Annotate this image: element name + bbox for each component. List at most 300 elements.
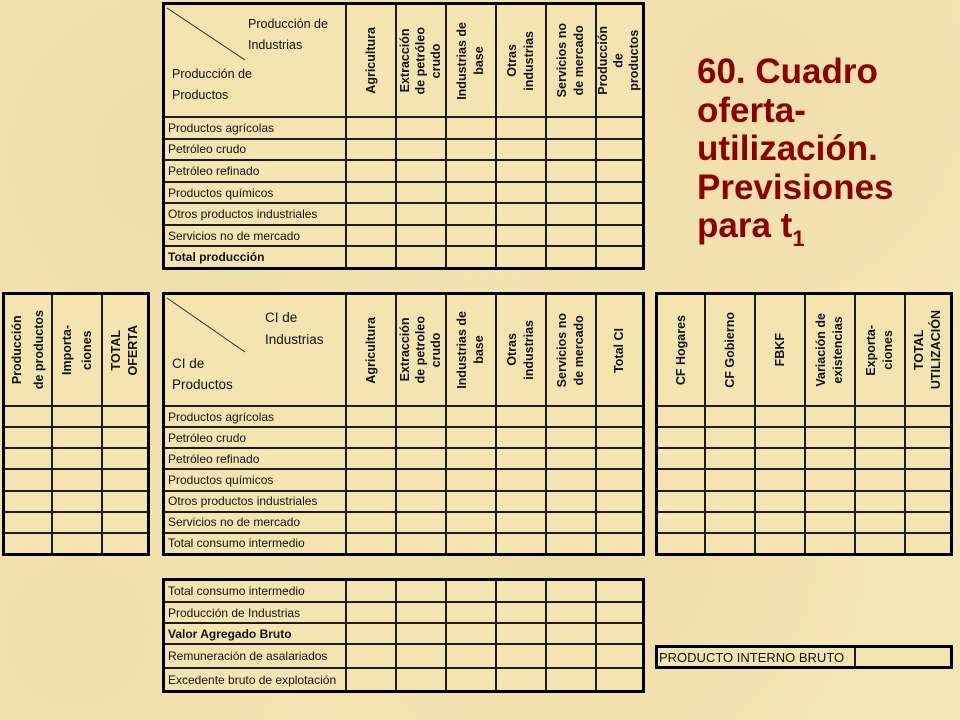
header-line: CF Gobierno	[722, 312, 737, 388]
value-cell	[347, 183, 395, 203]
value-cell	[658, 513, 704, 532]
value-cell	[103, 534, 147, 553]
row-label-remuneracion-de-asalariados: Remuneración de asalariados	[165, 645, 345, 667]
row-label-petroleo-refinado: Petróleo refinado	[165, 161, 345, 181]
value-cell	[397, 492, 445, 511]
column-header-total-oferta	[103, 295, 147, 405]
table-row	[5, 449, 147, 468]
header-line: de mercado	[572, 25, 586, 96]
column-header-text	[813, 313, 847, 387]
value-cell	[497, 645, 545, 667]
value-cell	[597, 428, 642, 447]
header-line: Servicios no	[555, 23, 569, 98]
value-cell	[597, 204, 642, 224]
column-header-produccion-de-productos	[5, 295, 51, 405]
value-cell	[906, 407, 950, 426]
value-cell	[497, 204, 545, 224]
value-cell	[547, 534, 595, 553]
value-cell	[347, 624, 395, 643]
value-cell	[397, 428, 445, 447]
title-line: utilización.	[697, 129, 878, 168]
header-line: Otras	[505, 333, 519, 367]
value-cell	[497, 428, 545, 447]
row-label-excedente-bruto-de-explotacion: Excedente bruto de explotación	[165, 669, 345, 690]
value-cell	[597, 161, 642, 181]
value-cell	[856, 648, 950, 666]
value-cell	[347, 513, 395, 532]
value-cell	[497, 140, 545, 160]
value-cell	[397, 603, 445, 622]
header-line: de	[611, 53, 626, 68]
value-cell	[706, 449, 754, 468]
value-cell	[397, 513, 445, 532]
header-line: Extracción	[397, 28, 412, 93]
value-cell	[756, 407, 804, 426]
value-cell	[103, 492, 147, 511]
column-header-text	[57, 325, 97, 375]
value-cell	[397, 645, 445, 667]
value-cell	[597, 118, 642, 138]
table-row	[165, 183, 642, 203]
column-header-total-utilizacion	[906, 295, 950, 405]
value-cell	[497, 247, 545, 267]
value-cell	[756, 428, 804, 447]
row-label-servicios-no-de-mercado: Servicios no de mercado	[165, 513, 345, 532]
value-cell	[856, 449, 904, 468]
header-line: Total CI	[612, 327, 626, 373]
value-cell	[397, 669, 445, 690]
column-header-otras-industrias	[497, 5, 545, 116]
header-line: UTILIZACIÓN	[929, 310, 943, 390]
value-cell	[53, 492, 101, 511]
column-header-text	[6, 310, 50, 389]
value-cell	[597, 407, 642, 426]
header-line: Otras	[505, 44, 519, 77]
value-cell	[447, 449, 495, 468]
corner-products-label: Productos	[172, 88, 229, 102]
column-header-cf-gobierno	[706, 295, 754, 405]
value-cell	[103, 407, 147, 426]
value-cell	[447, 534, 495, 553]
diagonal-divider-line	[165, 295, 255, 359]
value-cell	[597, 140, 642, 160]
value-cell	[347, 603, 395, 622]
header-line: existencias	[831, 316, 845, 384]
header-line: de mercado	[572, 314, 586, 386]
row-label-productos-quimicos: Productos químicos	[165, 183, 345, 203]
value-cell	[597, 603, 642, 622]
corner-products-label: Producción de	[172, 67, 252, 81]
value-cell	[347, 140, 395, 160]
value-cell	[447, 247, 495, 267]
value-cell	[347, 534, 395, 553]
value-cell	[347, 645, 395, 667]
value-cell	[547, 645, 595, 667]
value-cell	[806, 449, 854, 468]
value-cell	[397, 407, 445, 426]
column-header-text	[596, 26, 643, 95]
value-cell	[397, 470, 445, 489]
value-cell	[397, 183, 445, 203]
column-header-text	[611, 328, 628, 373]
header-line: base	[472, 335, 486, 365]
value-cell	[547, 226, 595, 246]
row-label-productos-quimicos: Productos químicos	[165, 470, 345, 489]
corner-industries-label: Industrias	[248, 38, 303, 52]
corner-products-label: Productos	[172, 377, 233, 392]
value-cell	[597, 492, 642, 511]
table-row	[165, 581, 642, 601]
header-line: de petróleo	[413, 26, 428, 95]
title-subscript: 1	[792, 226, 805, 251]
header-line: Importa-	[60, 325, 74, 375]
table-row	[165, 603, 642, 622]
value-cell	[53, 470, 101, 489]
row-label-otros-productos-industriales: Otros productos industriales	[165, 204, 345, 224]
value-cell	[447, 645, 495, 667]
value-cell	[497, 603, 545, 622]
row-label-total-consumo-intermedio: Total consumo intermedio	[165, 534, 345, 553]
column-header-produccion-de-productos	[597, 5, 642, 116]
column-header-fbkf	[756, 295, 804, 405]
value-cell	[658, 449, 704, 468]
value-cell	[597, 645, 642, 667]
value-cell	[447, 183, 495, 203]
column-header-industrias-de-base	[447, 5, 495, 116]
value-cell	[347, 118, 395, 138]
value-cell	[756, 513, 804, 532]
value-cell	[447, 492, 495, 511]
header-line: Industrias de	[455, 21, 469, 100]
value-cell	[397, 581, 445, 601]
intermediate-consumption-corner-cell	[165, 295, 345, 405]
column-header-total-ci	[597, 295, 642, 405]
value-cell	[706, 513, 754, 532]
row-label-petroleo-crudo: Petróleo crudo	[165, 428, 345, 447]
header-line: Producción	[596, 26, 611, 95]
column-header-text	[108, 325, 142, 375]
value-cell	[658, 407, 704, 426]
table-row	[658, 513, 950, 532]
value-cell	[856, 428, 904, 447]
column-header-servicios-no-de-mercado	[547, 5, 595, 116]
column-header-text	[398, 27, 445, 94]
header-line: crudo	[428, 332, 443, 368]
column-header-text	[722, 312, 739, 388]
column-header-text	[363, 317, 380, 384]
value-cell	[547, 428, 595, 447]
value-cell	[497, 513, 545, 532]
value-cell	[347, 204, 395, 224]
header-line: Agricultura	[363, 316, 378, 384]
intermediate-consumption-header-row	[165, 295, 642, 405]
table-row	[165, 449, 642, 468]
header-line: productos	[627, 29, 642, 92]
value-cell	[447, 204, 495, 224]
corner-industries-label: CI de	[265, 310, 298, 325]
value-cell	[103, 513, 147, 532]
corner-industries-label: Producción de	[248, 17, 328, 31]
value-cell	[906, 513, 950, 532]
header-line: ciones	[80, 330, 94, 370]
value-cell	[906, 428, 950, 447]
value-cell	[447, 140, 495, 160]
value-cell	[806, 534, 854, 553]
value-cell	[597, 247, 642, 267]
column-header-agricultura	[347, 5, 395, 116]
table-row	[5, 534, 147, 553]
table-row	[165, 624, 642, 643]
row-label-produccion-de-industrias: Producción de Industrias	[165, 603, 345, 622]
row-label-valor-agregado-bruto: Valor Agregado Bruto	[165, 624, 345, 643]
table-row	[165, 669, 642, 690]
table-row	[658, 492, 950, 511]
value-cell	[906, 470, 950, 489]
row-label-productos-agricolas: Productos agrícolas	[165, 118, 345, 138]
value-cell	[547, 492, 595, 511]
table-row	[165, 140, 642, 160]
header-line: FBKF	[772, 333, 787, 367]
value-cell	[103, 428, 147, 447]
value-cell	[497, 183, 545, 203]
value-cell	[597, 226, 642, 246]
value-cell	[547, 204, 595, 224]
header-line: de productos	[32, 310, 46, 390]
value-cell	[706, 407, 754, 426]
value-cell	[597, 183, 642, 203]
value-cell	[397, 161, 445, 181]
column-header-otras-industrias	[497, 295, 545, 405]
supply-header-row	[5, 295, 147, 405]
column-header-extraccion-petroleo	[397, 295, 445, 405]
value-cell	[397, 140, 445, 160]
corner-industries-label: Industrias	[265, 332, 324, 347]
column-header-exportaciones	[856, 295, 904, 405]
value-cell	[347, 247, 395, 267]
gdp-label: PRODUCTO INTERNO BRUTO	[658, 648, 854, 666]
value-cell	[5, 534, 51, 553]
value-cell	[547, 183, 595, 203]
value-cell	[497, 534, 545, 553]
value-cell	[806, 470, 854, 489]
value-cell	[397, 534, 445, 553]
header-line: Extracción	[397, 318, 412, 382]
value-cell	[497, 669, 545, 690]
value-cell	[447, 161, 495, 181]
header-line: ciones	[881, 330, 895, 370]
table-row	[658, 449, 950, 468]
column-header-text	[504, 320, 538, 380]
row-label-servicios-no-de-mercado: Servicios no de mercado	[165, 226, 345, 246]
value-added-table	[162, 578, 645, 693]
value-cell	[447, 226, 495, 246]
intermediate-consumption-table	[162, 292, 645, 556]
value-cell	[5, 407, 51, 426]
value-cell	[658, 492, 704, 511]
value-cell	[706, 470, 754, 489]
row-label-otros-productos-industriales: Otros productos industriales	[165, 492, 345, 511]
table-row	[165, 407, 642, 426]
value-cell	[806, 513, 854, 532]
production-matrix-header-row	[165, 5, 642, 116]
value-cell	[347, 161, 395, 181]
header-line: Variación de	[814, 313, 828, 387]
header-line: de petroleo	[413, 316, 428, 384]
column-header-text	[863, 325, 897, 376]
value-cell	[347, 669, 395, 690]
diagonal-divider-line	[165, 5, 255, 69]
value-cell	[447, 470, 495, 489]
value-cell	[447, 581, 495, 601]
column-header-extraccion-petroleo	[397, 5, 445, 116]
header-line: Producción	[10, 315, 24, 385]
value-cell	[658, 470, 704, 489]
row-label-productos-agricolas: Productos agrícolas	[165, 407, 345, 426]
table-row	[5, 407, 147, 426]
value-cell	[547, 669, 595, 690]
production-matrix-corner-cell	[165, 5, 345, 116]
value-cell	[347, 428, 395, 447]
value-cell	[497, 624, 545, 643]
value-cell	[5, 428, 51, 447]
value-cell	[856, 407, 904, 426]
column-header-importaciones	[53, 295, 101, 405]
production-matrix-table	[162, 2, 645, 270]
value-cell	[5, 492, 51, 511]
value-cell	[397, 204, 445, 224]
value-cell	[397, 624, 445, 643]
value-cell	[756, 470, 804, 489]
table-row	[165, 645, 642, 667]
header-line: TOTAL	[912, 329, 926, 371]
value-cell	[347, 470, 395, 489]
value-cell	[497, 449, 545, 468]
value-cell	[597, 669, 642, 690]
value-cell	[53, 534, 101, 553]
column-header-servicios-no-de-mercado	[547, 295, 595, 405]
value-cell	[347, 449, 395, 468]
value-cell	[103, 470, 147, 489]
value-cell	[447, 428, 495, 447]
header-line: Agricultura	[363, 27, 378, 94]
table-row	[658, 534, 950, 553]
header-line: base	[472, 46, 486, 75]
final-use-table	[655, 292, 953, 556]
header-line: Exporta-	[864, 324, 878, 376]
column-header-text	[363, 27, 380, 94]
column-header-text	[554, 313, 588, 387]
value-cell	[597, 470, 642, 489]
value-cell	[447, 669, 495, 690]
value-cell	[547, 470, 595, 489]
corner-products-label: CI de	[172, 356, 205, 371]
value-cell	[547, 161, 595, 181]
table-row	[658, 428, 950, 447]
header-line: OFERTA	[126, 324, 140, 376]
value-cell	[756, 449, 804, 468]
column-header-text	[772, 333, 789, 366]
value-cell	[347, 407, 395, 426]
value-cell	[856, 513, 904, 532]
value-cell	[547, 247, 595, 267]
value-cell	[597, 534, 642, 553]
value-cell	[597, 513, 642, 532]
column-header-text	[911, 310, 945, 389]
value-cell	[706, 428, 754, 447]
table-row	[658, 648, 950, 666]
gdp-box	[655, 645, 953, 669]
header-line: Servicios no	[555, 312, 569, 388]
title-line-text: para t	[697, 206, 793, 245]
column-header-text	[554, 23, 588, 97]
column-header-text	[454, 311, 488, 389]
value-cell	[397, 247, 445, 267]
row-label-petroleo-refinado: Petróleo refinado	[165, 449, 345, 468]
value-cell	[53, 449, 101, 468]
table-row	[658, 470, 950, 489]
final-use-header-row	[658, 295, 950, 405]
value-cell	[347, 492, 395, 511]
value-cell	[547, 140, 595, 160]
value-cell	[547, 449, 595, 468]
value-cell	[347, 581, 395, 601]
value-cell	[397, 449, 445, 468]
value-cell	[906, 449, 950, 468]
value-cell	[447, 513, 495, 532]
value-cell	[447, 603, 495, 622]
table-row	[165, 534, 642, 553]
table-row	[165, 428, 642, 447]
value-cell	[497, 118, 545, 138]
table-row	[165, 492, 642, 511]
value-cell	[547, 603, 595, 622]
column-header-agricultura	[347, 295, 395, 405]
column-header-industrias-de-base	[447, 295, 495, 405]
value-cell	[447, 624, 495, 643]
value-cell	[5, 513, 51, 532]
value-cell	[806, 492, 854, 511]
table-row	[165, 204, 642, 224]
value-cell	[856, 492, 904, 511]
header-line: industrias	[522, 320, 536, 380]
value-cell	[547, 513, 595, 532]
row-label-total-consumo-intermedio: Total consumo intermedio	[165, 581, 345, 601]
table-row	[5, 492, 147, 511]
table-row	[5, 428, 147, 447]
column-header-text	[454, 22, 488, 100]
value-cell	[347, 226, 395, 246]
value-cell	[706, 534, 754, 553]
value-cell	[397, 226, 445, 246]
value-cell	[906, 534, 950, 553]
table-row	[658, 407, 950, 426]
table-row	[165, 118, 642, 138]
slide-title	[697, 53, 952, 250]
value-cell	[53, 428, 101, 447]
value-cell	[447, 118, 495, 138]
value-cell	[547, 118, 595, 138]
header-line: Industrias de	[455, 311, 469, 389]
value-cell	[856, 534, 904, 553]
value-cell	[397, 118, 445, 138]
header-line: TOTAL	[109, 329, 123, 371]
value-cell	[597, 449, 642, 468]
value-cell	[497, 470, 545, 489]
value-cell	[53, 407, 101, 426]
value-cell	[103, 449, 147, 468]
value-cell	[597, 624, 642, 643]
column-header-text	[398, 316, 445, 383]
